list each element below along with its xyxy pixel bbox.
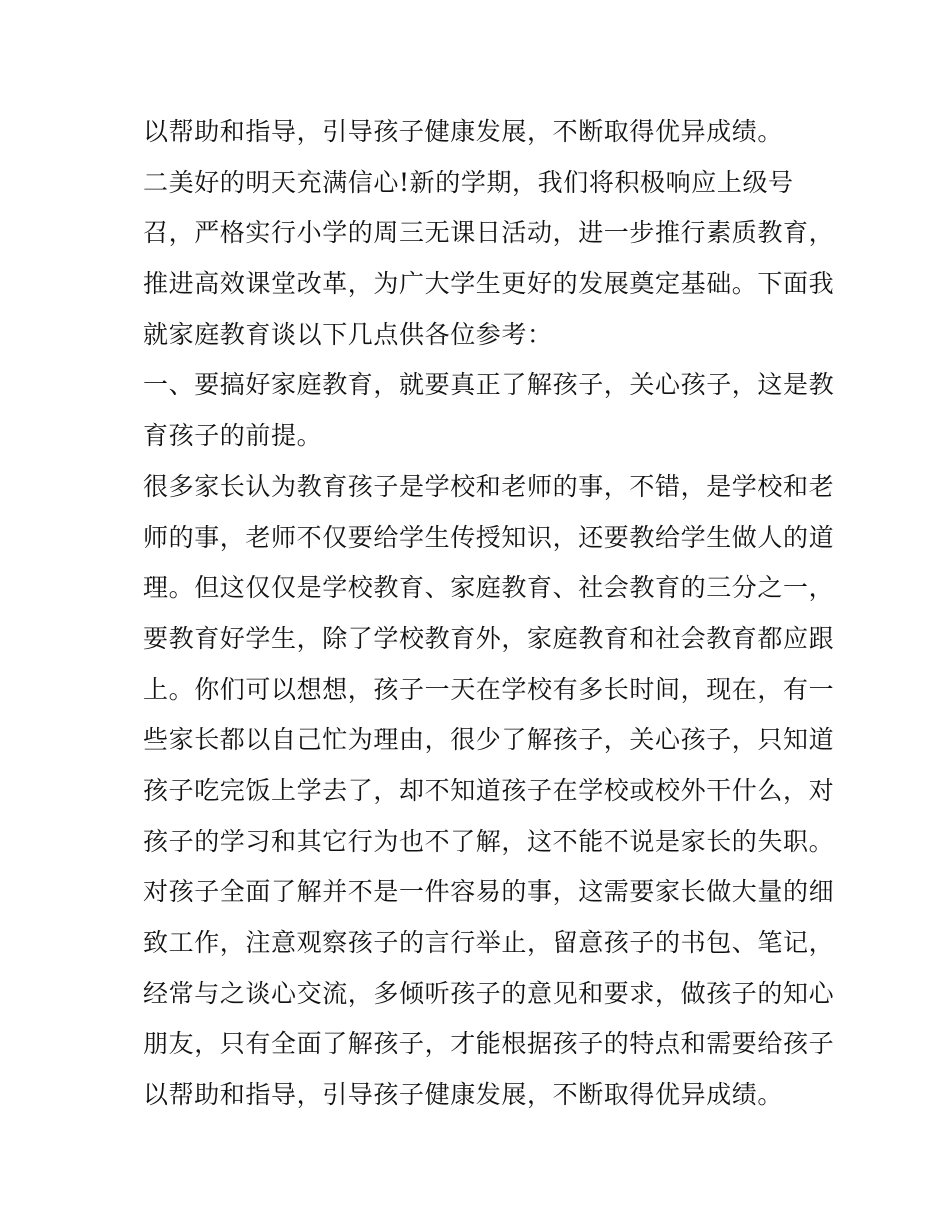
text-line: 很多家长认为教育孩子是学校和老师的事，不错，是学校和老: [143, 471, 835, 501]
text-line: 育孩子的前提。: [143, 421, 323, 451]
text-line: 朋友，只有全面了解孩子，才能根据孩子的特点和需要给孩子: [143, 1029, 835, 1059]
text-line: 要教育好学生，除了学校教育外，家庭教育和社会教育都应跟: [143, 623, 835, 653]
text-line: 些家长都以自己忙为理由，很少了解孩子，关心孩子，只知道: [143, 725, 835, 755]
text-line: 一、要搞好家庭教育，就要真正了解孩子，关心孩子，这是教: [143, 370, 835, 400]
text-line: 就家庭教育谈以下几点供各位参考：: [143, 319, 553, 349]
text-line: 经常与之谈心交流，多倾听孩子的意见和要求，做孩子的知心: [143, 978, 835, 1008]
text-line: 上。你们可以想想，孩子一天在学校有多长时间，现在，有一: [143, 674, 835, 704]
text-line: 召，严格实行小学的周三无课日活动，进一步推行素质教育，: [143, 218, 835, 248]
text-line: 师的事，老师不仅要给学生传授知识，还要教给学生做人的道: [143, 522, 835, 552]
text-line: 理。但这仅仅是学校教育、家庭教育、社会教育的三分之一，: [143, 573, 835, 603]
text-line: 孩子的学习和其它行为也不了解，这不能不说是家长的失职。: [143, 826, 835, 856]
body-text: [143, 107, 835, 1121]
text-line: 致工作，注意观察孩子的言行举止，留意孩子的书包、笔记，: [143, 928, 835, 957]
text-line: 孩子吃完饭上学去了，却不知道孩子在学校或校外干什么，对: [143, 775, 835, 805]
text-line: 对孩子全面了解并不是一件容易的事，这需要家长做大量的细: [143, 877, 835, 907]
text-line: 以帮助和指导，引导孩子健康发展，不断取得优异成绩。: [143, 117, 784, 146]
text-line: 以帮助和指导，引导孩子健康发展，不断取得优异成绩。: [143, 1080, 784, 1110]
text-line: 推进高效课堂改革，为广大学生更好的发展奠定基础。下面我: [143, 269, 835, 299]
text-line: 二美好的明天充满信心!新的学期，我们将积极响应上级号: [143, 167, 794, 197]
